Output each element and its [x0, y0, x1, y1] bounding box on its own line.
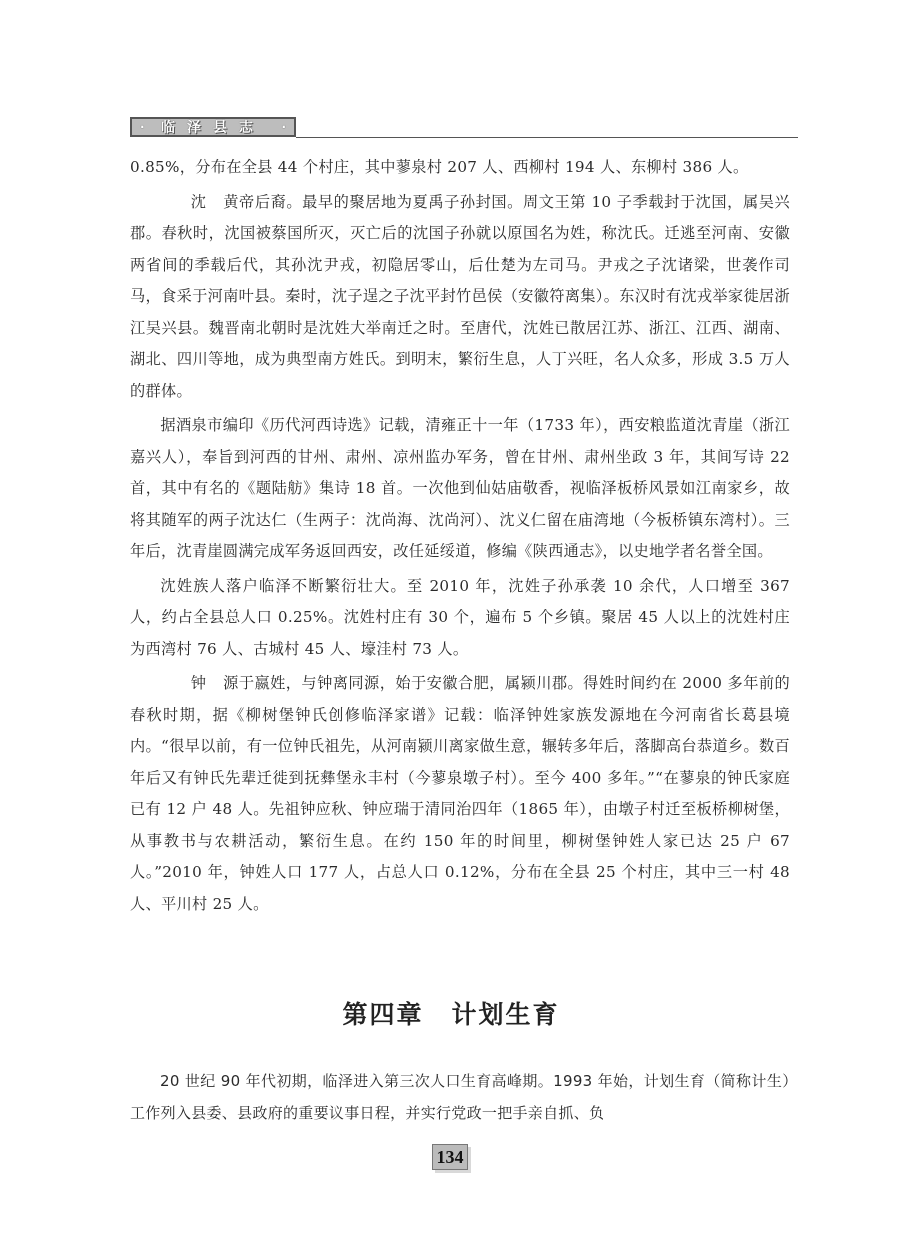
body-text — [130, 152, 790, 920]
paragraph-shen-poetry: 据酒泉市编印《历代河西诗选》记载，清雍正十一年（1733 年），西安粮监道沈青崖（浙江嘉兴人），奉旨到河西的甘州、肃州、凉州监办军务，曾在甘州、肃州坐政 3 年，其间写诗 22 首，其中有名的《题陆舫》集诗 18 首。一次他到仙姑庙敬香，视临泽板桥风景如江南家乡，故将其随军的两子沈达仁（生两子：沈尚海、沈尚河）、沈义仁留在庙湾地（今板桥镇东湾村）。三年后，沈青崖圆满完成军务返回西安，改任延绥道，修编《陕西通志》，以史地学者名誉全国。 — [130, 416, 790, 560]
surname-heading-shen: 沈 — [190, 192, 207, 211]
paragraph-shen-intro — [130, 187, 790, 408]
paragraph-continuation: 0.85%，分布在全县 44 个村庄，其中蓼泉村 207 人、西柳村 194 人、东柳村 386 人。 — [130, 158, 749, 176]
chapter-title: 计划生育 — [451, 1000, 560, 1029]
paragraph-zhong — [130, 668, 790, 920]
page-number: 134 — [432, 1144, 468, 1170]
paragraph-shen-text: 黄帝后裔。最早的聚居地为夏禹子孙封国。周文王第 10 子季载封于沈国，属吴兴郡。春秋时，沈国被蔡国所灭，灭亡后的沈国子孙就以原国名为姓，称沈氏。迁逃至河南、安徽两省间的季载后代，其孙沈尹戎，初隐居零山，后仕楚为左司马。尹戎之子沈诸梁，世袭作司马，食采于河南叶县。秦时，沈子逞之子沈平封竹邑侯（安徽符离集）。东汉时有沈戎举家徙居浙江吴兴县。魏晋南北朝时是沈姓大举南迁之时。至唐代，沈姓已散居江苏、浙江、江西、湖南、湖北、四川等地，成为典型南方姓氏。到明末，繁衍生息，人丁兴旺，名人众多，形成 3.5 万人的群体。 — [130, 192, 790, 400]
header-rule — [296, 137, 798, 138]
header-title-box — [130, 117, 296, 137]
paragraph-chapter-intro: 20 世纪 90 年代初期，临泽进入第三次人口生育高峰期。1993 年始，计划生育（简称计生）工作列入县委、县政府的重要议事日程，并实行党政一把手亲自抓、负 — [130, 1072, 790, 1122]
chapter-heading — [0, 995, 902, 1031]
header-dot-left: · — [140, 120, 145, 134]
header-dot-right: · — [281, 120, 286, 134]
paragraph-zhong-text: 源于嬴姓，与钟离同源，始于安徽合肥，属颍川郡。得姓时间约在 2000 多年前的春秋时期，据《柳树堡钟氏创修临泽家谱》记载：临泽钟姓家族发源地在今河南省长葛县境内。“很早以前，有一位钟氏祖先，从河南颍川离家做生意，辗转多年后，落脚高台恭道乡。数百年后又有钟氏先辈迁徙到抚彝堡永丰村（今蓼泉墩子村）。至今 400 多年。”“在蓼泉的钟氏家庭已有 12 户 48 人。先祖钟应秋、钟应瑞于清同治四年（1865 年），由墩子村迁至板桥柳树堡，从事教书与农耕活动，繁衍生息。在约 150 年的时间里，柳树堡钟姓人家已达 25 户 67 人。”2010 年，钟姓人口 177 人，占总人口 0.12%，分布在全县 25 个村庄，其中三一村 48 人、平川村 25 人。 — [130, 674, 790, 913]
header-title: 临泽县志 — [161, 120, 265, 136]
paragraph-shen-population: 沈姓族人落户临泽不断繁衍壮大。至 2010 年，沈姓子孙承袭 10 余代，人口增至 367 人，约占全县总人口 0.25%。沈姓村庄有 30 个，遍布 5 个乡镇。聚居 45 人以上的沈姓村庄为西湾村 76 人、古城村 45 人、壕洼村 73 人。 — [130, 576, 790, 658]
chapter-body — [130, 1066, 790, 1129]
chapter-number: 第四章 — [342, 1000, 424, 1029]
surname-heading-zhong: 钟 — [190, 674, 207, 692]
running-header — [130, 117, 798, 139]
